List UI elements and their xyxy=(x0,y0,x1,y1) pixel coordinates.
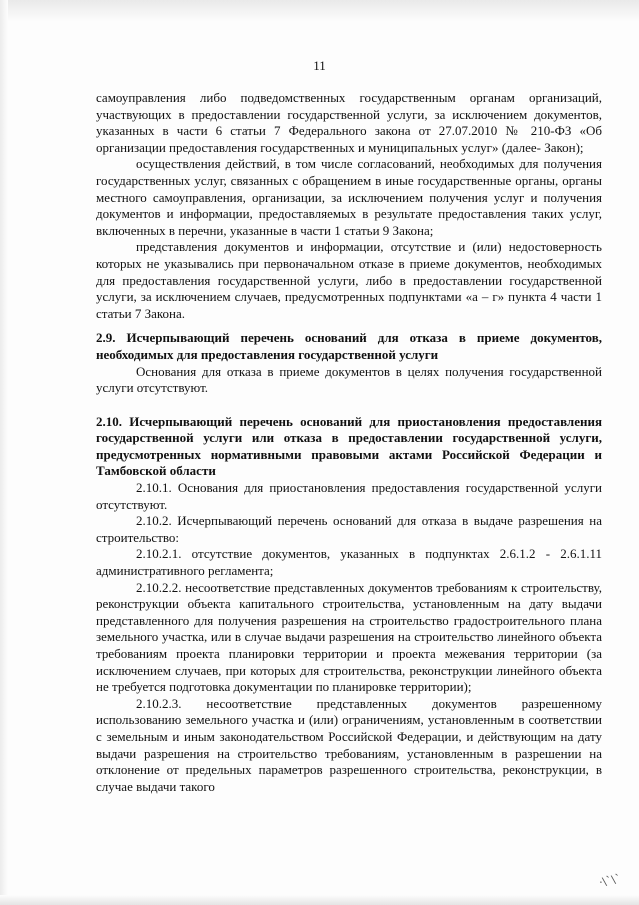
scan-corner-mark: ·\`\` xyxy=(597,871,623,890)
paragraph: осуществления действий, в том числе согласований, необходимых для получения государственных услуг, связанных с обращением в иные государственные органы, органы местного самоуправления, организации, за исключением получения услуг и получения документов и информации, предоставляемых в результате предоставления таких услуг, включенных в перечни, указанные в части 1 статьи 9 Закона; xyxy=(96,156,602,238)
list-item: 2.10.2.2. несоответствие представленных документов требованиям к строительству, реконструкции объекта капитального строительства, установленным на дату выдачи представленного для получения разрешения на строительство градостроительного плана земельного участка, или в случае выдачи разрешения на строительство линейного объекта требованиям проекта планировки территории и проекта межевания территории (за исключением случаев, при которых для строительства, реконструкции линейного объекта не требуется подготовка документации по планировке территории); xyxy=(96,579,602,695)
scan-edge-left xyxy=(0,0,8,905)
page-number: 11 xyxy=(313,58,326,73)
scan-edge-bottom xyxy=(0,895,639,905)
section-heading-2-10: 2.10. Исчерпывающий перечень оснований для приостановления предоставления государственной услуги или отказа в предоставлении государственной услуги, предусмотренных нормативными правовыми актами Российской Федерации и Тамбовской области xyxy=(96,413,602,479)
paragraph-continuation: самоуправления либо подведомственных государственным органам организаций, участвующих в предоставлении государственной услуги, за исключением документов, указанных в части 6 статьи 7 Федерального закона от 27.07.2010 № 210-ФЗ «Об организации предоставления государственных и муниципальных услуг» (далее- Закон); xyxy=(96,90,602,155)
list-item: 2.10.2.1. отсутствие документов, указанных в подпунктах 2.6.1.2 - 2.6.1.11 административного регламента; xyxy=(96,546,602,579)
list-item: 2.10.2. Исчерпывающий перечень оснований для отказа в выдаче разрешения на строительство: xyxy=(96,513,602,545)
scan-edge-top xyxy=(0,0,639,22)
paragraph: Основания для отказа в приеме документов в целях получения государственной услуги отсутствуют. xyxy=(96,363,602,396)
list-item: 2.10.1. Основания для приостановления предоставления государственной услуги отсутствуют. xyxy=(96,480,602,512)
paragraph: представления документов и информации, отсутствие и (или) недостоверность которых не указывались при первоначальном отказе в приеме документов, необходимых для предоставления государственной услуги, либо в предоставлении государственной услуги, за исключением случаев, предусмотренных подпунктами «а – г» пункта 4 части 1 статьи 7 Закона. xyxy=(96,239,602,321)
document-body xyxy=(96,90,602,795)
section-heading-2-9: 2.9. Исчерпывающий перечень оснований для отказа в приеме документов, необходимых для предоставления государственной услуги xyxy=(96,330,602,362)
list-item: 2.10.2.3. несоответствие представленных документов разрешенному использованию земельного участка и (или) ограничениям, установленным в соответствии с земельным и иным законодательством Российской Федерации, и действующим на дату выдачи разрешения на строительство требованиям, установленным в разрешении на отклонение от предельных параметров разрешенного строительства, реконструкции, в случае выдачи такого xyxy=(96,695,602,794)
